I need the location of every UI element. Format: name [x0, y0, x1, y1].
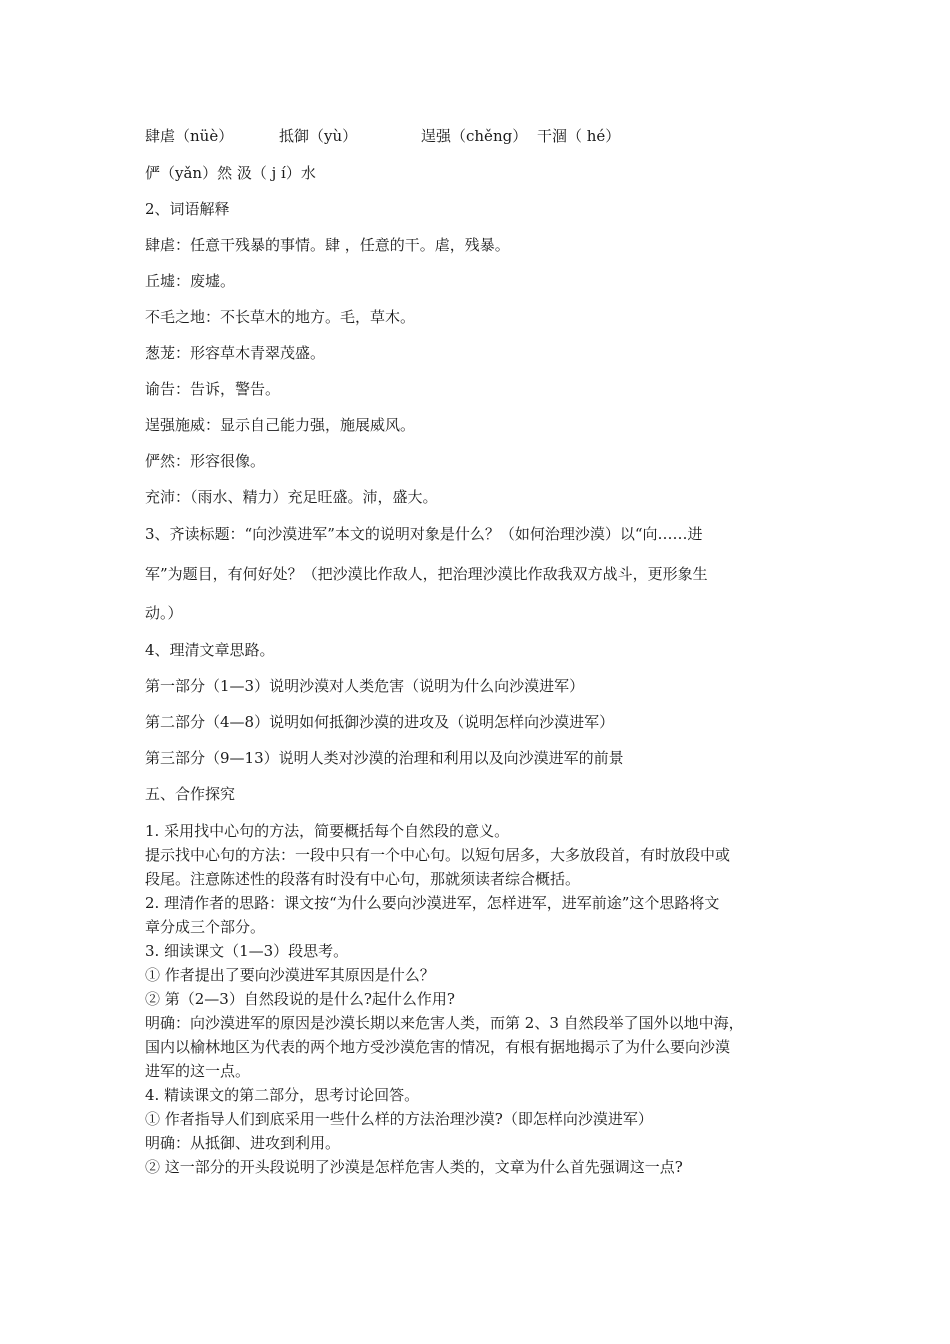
section-line: ① 作者指导人们到底采用一些什么样的方法治理沙漠?（即怎样向沙漠进军）: [145, 1110, 653, 1128]
vocab-item: 肆虐：任意干残暴的事情。肆 ，任意的干。虐，残暴。: [145, 236, 510, 254]
structure-part: 第二部分（4—8）说明如何抵御沙漠的进攻及（说明怎样向沙漠进军）: [145, 713, 615, 731]
vocab-item: 俨然：形容很像。: [145, 452, 266, 470]
pinyin-row-2: 俨（yǎn）然 汲（ j í）水: [145, 164, 316, 182]
pinyin-item: 干涸（ hé）: [537, 127, 621, 145]
title-question-line: 3、齐读标题：“向沙漠进军”本文的说明对象是什么？（如何治理沙漠）以“向……进: [145, 525, 703, 543]
section-line: 1. 采用找中心句的方法，简要概括每个自然段的意义。: [145, 822, 510, 840]
pinyin-item: 抵御（yù）: [279, 127, 358, 145]
pinyin-item: 逞强（chěng）: [421, 127, 528, 145]
section-line: 2. 理清作者的思路：课文按“为什么要向沙漠进军，怎样进军，进军前途”这个思路将文: [145, 894, 720, 912]
section-line: 进军的这一点。: [145, 1062, 251, 1080]
section-line: 4. 精读课文的第二部分，思考讨论回答。: [145, 1086, 420, 1104]
title-question-line: 动。）: [145, 604, 183, 622]
structure-part: 第三部分（9—13）说明人类对沙漠的治理和利用以及向沙漠进军的前景: [145, 749, 624, 767]
pinyin-row-1: [145, 127, 620, 145]
section-line: 段尾。注意陈述性的段落有时没有中心句，那就须读者综合概括。: [145, 870, 581, 888]
section-line: 提示找中心句的方法：一段中只有一个中心句。以短句居多，大多放段首，有时放段中或: [145, 846, 731, 864]
section-line: 章分成三个部分。: [145, 918, 266, 936]
vocab-item: 谕告：告诉，警告。: [145, 380, 281, 398]
vocab-item: 逞强施威：显示自己能力强，施展威风。: [145, 416, 416, 434]
section-line: 3. 细读课文（1—3）段思考。: [145, 942, 349, 960]
section-line: 明确：从抵御、进攻到利用。: [145, 1134, 341, 1152]
section-line: ① 作者提出了要向沙漠进军其原因是什么？: [145, 966, 435, 984]
section-line: ② 这一部分的开头段说明了沙漠是怎样危害人类的，文章为什么首先强调这一点?: [145, 1158, 683, 1176]
structure-heading: 4、理清文章思路。: [145, 641, 275, 659]
vocab-item: 充沛：（雨水、精力）充足旺盛。沛，盛大。: [145, 488, 438, 506]
section-line: 明确：向沙漠进军的原因是沙漠长期以来危害人类，而第 2、3 自然段举了国外以地中海，: [145, 1014, 744, 1032]
structure-part: 第一部分（1—3）说明沙漠对人类危害（说明为什么向沙漠进军）: [145, 677, 585, 695]
vocab-heading: 2、词语解释: [145, 200, 230, 218]
pinyin-item: 肆虐（nüè）: [145, 127, 234, 145]
section-line: 国内以榆林地区为代表的两个地方受沙漠危害的情况，有根有据地揭示了为什么要向沙漠: [145, 1038, 731, 1056]
section-line: ② 第（2—3）自然段说的是什么?起什么作用?: [145, 990, 455, 1008]
section-heading: 五、合作探究: [145, 785, 236, 803]
vocab-item: 葱茏：形容草木青翠茂盛。: [145, 344, 326, 362]
title-question-line: 军”为题目，有何好处？（把沙漠比作敌人，把治理沙漠比作敌我双方战斗，更形象生: [145, 565, 708, 583]
vocab-item: 不毛之地：不长草木的地方。毛，草木。: [145, 308, 416, 326]
vocab-item: 丘墟：废墟。: [145, 272, 236, 290]
